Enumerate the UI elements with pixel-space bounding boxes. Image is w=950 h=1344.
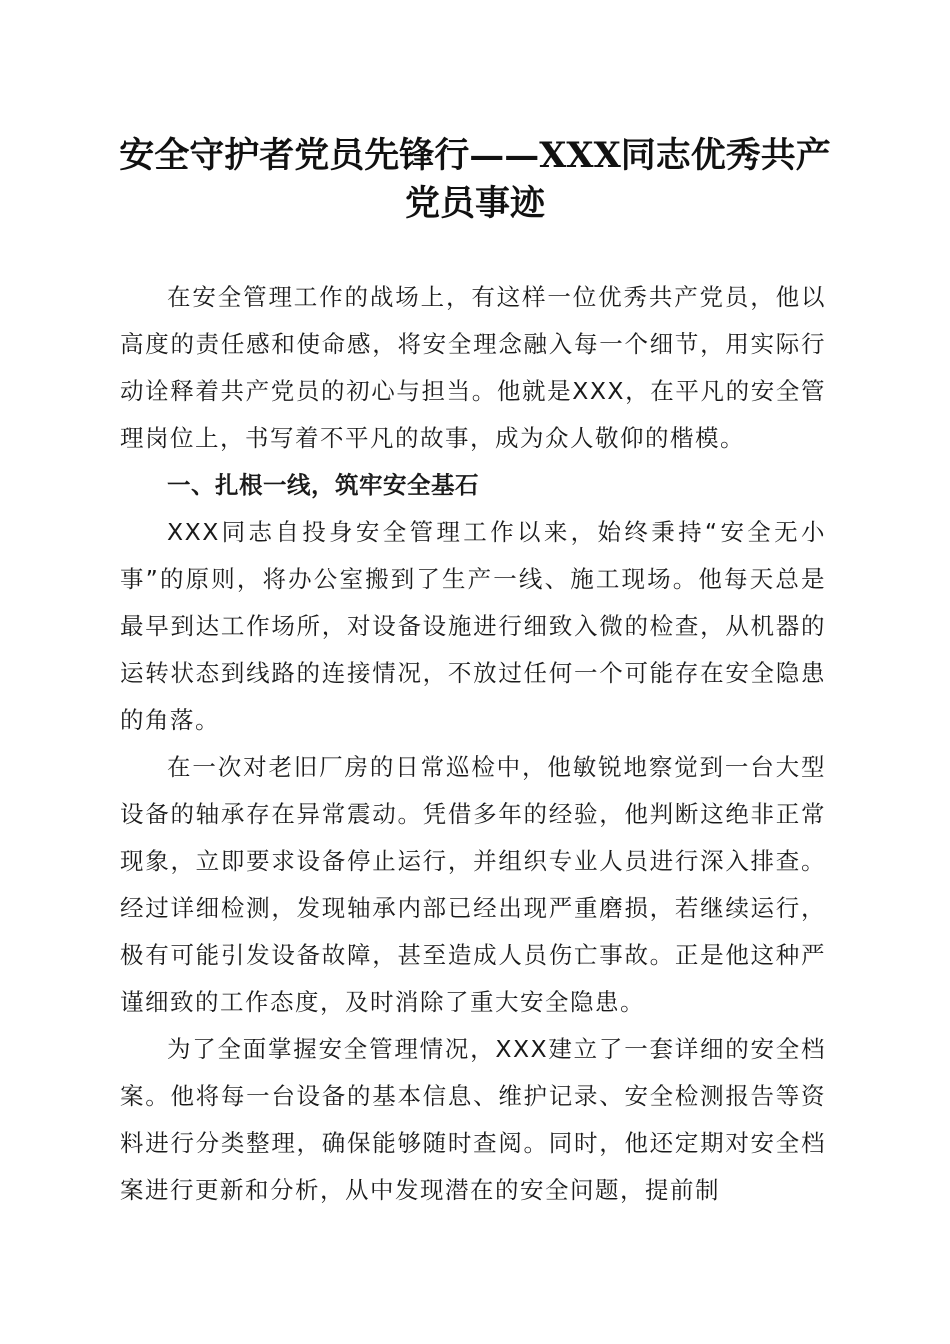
document-title: 安全守护者党员先锋行——XXX同志优秀共产党员事迹 (119, 135, 831, 224)
section-paragraph: 在一次对老旧厂房的日常巡检中，他敏锐地察觉到一台大型设备的轴承存在异常震动。凭借多年的经验，他判断这绝非正常现象，立即要求设备停止运行，并组织专业人员进行深入排查。经过详细检测，发现轴承内部已经出现严重磨损，若继续运行，极有可能引发设备故障，甚至造成人员伤亡事故。正是他这种严谨细致的工作态度，及时消除了重大安全隐患。 (120, 753, 826, 1016)
intro-paragraph: 在安全管理工作的战场上，有这样一位优秀共产党员，他以高度的责任感和使命感，将安全理念融入每一个细节，用实际行动诠释着共产党员的初心与担当。他就是XXX，在平凡的安全管理岗位上，书写着不平凡的故事，成为众人敬仰的楷模。 (120, 283, 826, 452)
section-heading: 一、扎根一线，筑牢安全基石 (167, 471, 479, 499)
section-paragraph: XXX同志自投身安全管理工作以来，始终秉持“安全无小事”的原则，将办公室搬到了生产一线、施工现场。他每天总是最早到达工作场所，对设备设施进行细致入微的检查，从机器的运转状态到线路的连接情况，不放过任何一个可能存在安全隐患的角落。 (120, 518, 826, 734)
section-paragraph: 为了全面掌握安全管理情况，XXX建立了一套详细的安全档案。他将每一台设备的基本信息、维护记录、安全检测报告等资料进行分类整理，确保能够随时查阅。同时，他还定期对安全档案进行更新和分析，从中发现潜在的安全问题，提前制 (120, 1035, 826, 1204)
document-body (120, 274, 826, 1214)
